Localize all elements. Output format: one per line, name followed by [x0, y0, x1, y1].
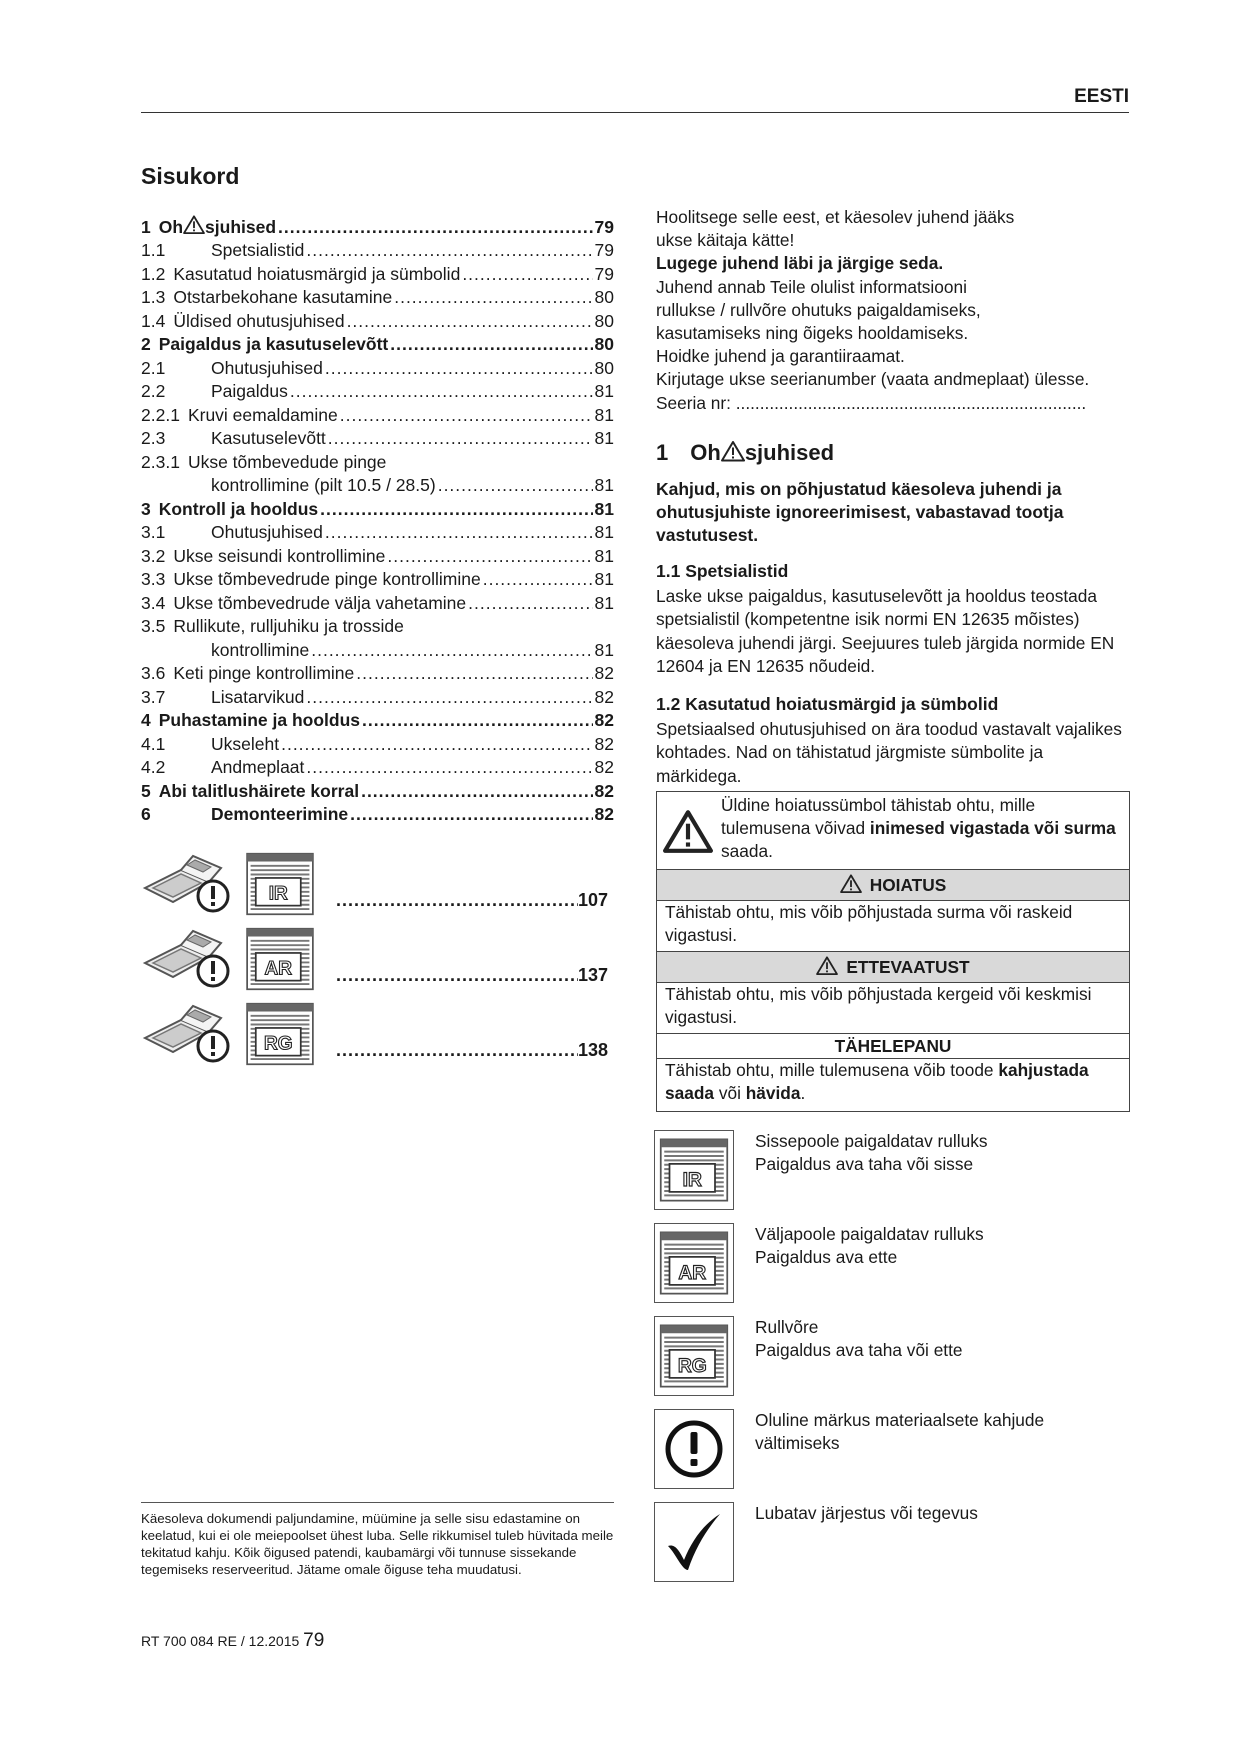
section-title-part: sjuhised [744, 440, 835, 465]
legend-icon-box [654, 1502, 734, 1582]
toc-entry [141, 285, 614, 309]
text-run: Üldine hoiatussümbol tähistab ohtu, mille tulemusena võivad [721, 795, 1036, 838]
legend-icon-box [654, 1409, 734, 1489]
toc-entry-label: Ukseleht [211, 733, 280, 754]
header-rule [141, 112, 1129, 113]
toc-leader-dots [387, 546, 592, 567]
toc-entry-number: 3.2 [141, 545, 166, 566]
toc-entry [141, 520, 614, 544]
toc-entry-page: 81 [594, 522, 614, 542]
toc-entry-number: 3.4 [141, 592, 166, 613]
toc-leader-dots [394, 287, 592, 308]
toc-leader-dots [281, 734, 592, 755]
intro-line: Kirjutage ukse seerianumber (vaata andmeplaat) ülesse. [656, 369, 1090, 390]
toc-entry-page: 82 [594, 710, 614, 730]
toc-leader-dots [361, 781, 592, 802]
door-code-label: RG [264, 1033, 293, 1055]
hoiatus-text: Tähistab ohtu, mis võib põhjustada surma või raskeid vigastusi. [665, 902, 1073, 945]
toc-leader-dots [311, 640, 592, 661]
legend-item [654, 1223, 1128, 1316]
toc-entry-number: 3.7 [141, 686, 166, 707]
variant-page-ref [336, 1040, 608, 1061]
variant-entry [141, 927, 614, 1002]
toc-entry-label: Kasutatud hoiatusmärgid ja sümbolid [173, 263, 461, 284]
toc-entry-number: 4.2 [141, 757, 166, 777]
toc-entry-page: 82 [594, 686, 614, 707]
toc-entry-label: Ukse tõmbevedude pinge [187, 451, 387, 472]
door-code-label: AR [264, 958, 293, 980]
toc-entry [141, 449, 614, 473]
toc-entry-label: Paigaldus [211, 381, 288, 401]
toc-entry [141, 308, 614, 332]
toc-entry [141, 637, 614, 661]
toc-entry-page: 81 [594, 428, 614, 448]
legend-text [755, 1130, 987, 1176]
toc-entry-label: Lisatarvikud [211, 686, 305, 707]
toc-leader-dots [362, 710, 593, 731]
intro-line: Juhend annab Teile olulist informatsiooni [656, 276, 967, 297]
toc-entry-number: 2.1 [141, 357, 166, 378]
toc-entry-label: Spetsialistid [211, 240, 305, 260]
toc-entry [141, 402, 614, 426]
text-run: saada. [721, 841, 773, 861]
door-installation-warning-icon [141, 927, 233, 993]
toc-entry-label: Puhastamine ja hooldus [158, 710, 361, 730]
toc-entry-page: 81 [594, 381, 614, 401]
toc-entry [141, 355, 614, 379]
general-warning-row [657, 792, 1129, 870]
variant-page-number: 138 [577, 1040, 608, 1060]
toc-entry-number: 1.1 [141, 240, 166, 260]
toc-entry [141, 778, 614, 802]
toc-entry-page: 79 [594, 240, 614, 260]
toc-entry [141, 426, 614, 450]
toc-entry-label: Andmeplaat [211, 757, 305, 777]
toc-entry [141, 614, 614, 638]
variant-entry [141, 852, 614, 927]
tahelepanu-header: TÄHELEPANU [657, 1034, 1129, 1059]
toc-entry-label [159, 215, 276, 238]
footer-rule [141, 1502, 614, 1503]
toc-leader-dots [336, 890, 578, 911]
document-number [141, 1630, 324, 1652]
legend-line: vältimiseks [755, 1433, 840, 1453]
language-label: EESTI [1074, 86, 1129, 107]
toc-leader-dots [340, 405, 593, 426]
toc-entry-page: 79 [594, 263, 614, 284]
text-run: Tähistab ohtu, mille tulemusena võib toode [665, 1060, 999, 1080]
toc-entry-number: 1.4 [141, 310, 166, 331]
legend-item [654, 1409, 1128, 1502]
toc-leader-dots [438, 475, 593, 496]
toc-entry-number: 3.5 [141, 616, 166, 636]
toc-entry [141, 332, 614, 356]
text-run-bold: inimesed vigastada või surma [869, 818, 1116, 838]
legend-text [755, 1502, 978, 1525]
toc-entry [141, 590, 614, 614]
legend-text [755, 1409, 1044, 1455]
toc-entry-page: 80 [594, 357, 614, 378]
toc-entry-number: 1 [141, 216, 151, 237]
toc-entry-number: 2.2.1 [141, 404, 180, 425]
toc-leader-dots [350, 804, 592, 825]
hoiatus-header [657, 870, 1129, 901]
toc-leader-dots [462, 264, 592, 285]
general-warning-text [719, 792, 1129, 869]
section-1-2-text: Spetsiaalsed ohutusjuhised on ära toodud vastavalt vajalikes kohtades. Nad on tähistatud järgmiste sümbolite ja märkidega. [656, 719, 1122, 786]
toc-entry-label: Ohutusjuhised [211, 357, 323, 378]
toc-entry-label: Ukse tõmbevedrude pinge kontrollimine [173, 569, 481, 589]
legend-item [654, 1130, 1128, 1223]
legend-text [755, 1316, 963, 1362]
intro-block [656, 206, 1128, 415]
toc-leader-dots [328, 428, 593, 449]
section-title-part: Oh [690, 440, 721, 465]
toc-leader-dots [468, 593, 592, 614]
legend-line: Lubatav järjestus või tegevus [755, 1503, 978, 1523]
toc-entry [141, 473, 614, 497]
toc-entry-page: 82 [594, 733, 614, 754]
toc-leader-dots [306, 757, 592, 778]
toc-entry-number: 3.6 [141, 663, 166, 683]
toc-entry-label: Paigaldus ja kasutuselevõtt [158, 334, 389, 354]
text-run: või [714, 1083, 746, 1103]
ir-door-icon [659, 1136, 729, 1204]
legend-line: Paigaldus ava taha või ette [755, 1340, 963, 1360]
doc-number-text: RT 700 084 RE / 12.2015 [141, 1633, 300, 1649]
ir-door-icon [245, 852, 315, 916]
toc-entry-label: Ohutusjuhised [211, 522, 323, 542]
toc-entry-label: Üldised ohutusjuhised [173, 310, 345, 331]
warning-triangle-icon [721, 440, 745, 462]
toc-entry-page: 81 [594, 592, 614, 613]
toc-leader-dots [306, 240, 592, 261]
toc-entry [141, 496, 614, 520]
toc-entry-number: 3.1 [141, 522, 166, 542]
toc-entry-number: 1.3 [141, 287, 166, 307]
toc-entry-number: 2 [141, 334, 151, 354]
toc-entry-page: 81 [594, 545, 614, 566]
section-number: 1 [656, 440, 669, 465]
section-1-1-heading: 1.1 Spetsialistid [656, 561, 789, 581]
door-installation-warning-icon [141, 1002, 233, 1068]
text-run: . [800, 1083, 806, 1103]
hoiatus-title: HOIATUS [869, 875, 947, 895]
toc-entry-page: 81 [594, 569, 614, 589]
variant-page-ref [336, 965, 608, 986]
intro-line: rullukse / rullvõre ohutuks paigaldamiseks, [656, 299, 981, 320]
door-installation-warning-icon [141, 852, 233, 918]
toc-leader-dots [390, 334, 592, 355]
checkmark-icon [662, 1510, 726, 1574]
toc-entry-page: 82 [594, 663, 614, 683]
toc-leader-dots [306, 687, 592, 708]
legend-item [654, 1316, 1128, 1409]
toc-entry-number: 2.2 [141, 381, 166, 401]
door-code-label: IR [682, 1169, 702, 1191]
toc-entry-label: Kruvi eemaldamine [187, 404, 338, 425]
toc-entry-label: kontrollimine [211, 639, 310, 660]
warning-triangle-icon [183, 215, 205, 234]
toc-entry-page: 81 [594, 475, 614, 495]
door-code-label: IR [268, 883, 288, 905]
toc-entry [141, 684, 614, 708]
toc-leader-dots [320, 499, 592, 520]
toc-leader-dots [336, 965, 578, 986]
legend-item [654, 1502, 1128, 1595]
text-run-bold: kahjustada saada [665, 1060, 1089, 1103]
ettevaatust-text: Tähistab ohtu, mis võib põhjustada kergeid või keskmisi vigastusi. [657, 983, 1129, 1034]
legend-icon-box [654, 1223, 734, 1303]
tahelepanu-text [657, 1059, 1129, 1111]
toc-title: Sisukord [141, 163, 240, 189]
general-warning-icon-cell [657, 792, 719, 869]
serial-number-line: Seeria nr: ......................................................................... [656, 392, 1087, 413]
toc-entry-label: Ukse tõmbevedrude välja vahetamine [173, 592, 467, 613]
toc-entry [141, 755, 614, 779]
rg-grille-icon [659, 1322, 729, 1390]
toc-entry-number: 4.1 [141, 733, 166, 754]
toc-entry-number: 4 [141, 710, 151, 730]
toc-entry-label: Demonteerimine [211, 804, 349, 824]
rg-door-icon [245, 1002, 315, 1066]
toc-entry-page: 80 [594, 334, 614, 354]
intro-line: Hoolitsege selle eest, et käesolev juhend jääks [656, 207, 1015, 227]
legend-line: Rullvõre [755, 1317, 819, 1337]
toc-leader-dots [347, 311, 593, 332]
toc-entry-label: Kontroll ja hooldus [158, 498, 319, 519]
toc-entry [141, 567, 614, 591]
legend-line: Sissepoole paigaldatav rulluks [755, 1131, 988, 1151]
toc-entry-page: 81 [594, 404, 614, 425]
toc-entry-number: 2.3 [141, 428, 166, 448]
ettevaatust-title: ETTEVAATUST [846, 957, 970, 977]
intro-line-bold: Lugege juhend läbi ja järgige seda. [656, 253, 944, 274]
warning-triangle-icon [840, 874, 862, 893]
legend-line: Oluline märkus materiaalsete kahjude [755, 1410, 1045, 1430]
toc-entry [141, 214, 614, 238]
liability-notice: Kahjud, mis on põhjustatud käesoleva juhendi ja ohutusjuhiste ignoreerimisest, vabastavad tootja vastutusest. [656, 479, 1064, 545]
intro-line: kasutamiseks ning õigeks hooldamiseks. [656, 323, 969, 344]
variant-page-list [141, 852, 614, 1077]
variant-page-number: 107 [577, 890, 608, 910]
toc-entry [141, 802, 614, 826]
toc-entry-number: 5 [141, 780, 151, 801]
toc-entry [141, 543, 614, 567]
toc-entry-page: 80 [594, 287, 614, 307]
toc-entry-label: kontrollimine (pilt 10.5 / 28.5) [211, 475, 436, 495]
text-run-bold: hävida [745, 1083, 801, 1103]
toc-leader-dots [325, 358, 593, 379]
toc-entry-page: 82 [594, 780, 614, 801]
toc-entry-number: 2.3.1 [141, 451, 180, 472]
toc-leader-dots [356, 663, 592, 684]
toc-entry-label: Kasutuselevõtt [211, 428, 326, 448]
toc-entry-page: 80 [594, 310, 614, 331]
toc-entry-page: 82 [594, 757, 614, 777]
toc-entry [141, 261, 614, 285]
section-1-heading [656, 440, 1128, 466]
warning-symbols-table [656, 791, 1130, 1112]
toc-label-part: Oh [158, 216, 184, 237]
toc-leader-dots [278, 217, 592, 238]
toc-entry [141, 708, 614, 732]
legend-icon-box [654, 1130, 734, 1210]
door-code-label: AR [678, 1262, 707, 1284]
toc-entry-label: Abi talitlushäirete korral [158, 780, 360, 801]
page-number: 79 [303, 1630, 325, 1651]
warning-triangle-icon [663, 809, 713, 853]
toc-leader-dots [325, 522, 593, 543]
toc-entry-page: 82 [594, 804, 614, 824]
legend-text [755, 1223, 984, 1269]
toc-entry-label: Otstarbekohane kasutamine [173, 287, 393, 307]
table-of-contents [141, 214, 614, 825]
legend-icon-box [654, 1316, 734, 1396]
section-1-2-heading: 1.2 Kasutatud hoiatusmärgid ja sümbolid [656, 694, 999, 714]
ar-door-icon [659, 1229, 729, 1297]
door-code-label: RG [677, 1355, 707, 1377]
toc-entry-number: 3.3 [141, 569, 166, 589]
toc-entry-number: 1.2 [141, 263, 166, 284]
copyright-notice: Käesoleva dokumendi paljundamine, müümine ja selle sisu edastamine on keelatud, kui ei ole meiepoolset ühest luba. Selle rikkumisel tuleb hüvitada meile tekitatud kahju. Kõik õigused patendi, kaubamärgi või tunnuse sissekande tegemiseks reserveeritud. Jätame omale õiguse teha muudatusi. [141, 1511, 614, 1577]
warning-triangle-icon [816, 956, 838, 975]
toc-label-part: sjuhised [205, 216, 277, 237]
toc-entry-label: Keti pinge kontrollimine [173, 663, 355, 683]
toc-leader-dots [336, 1040, 578, 1061]
ettevaatust-header [657, 951, 1129, 983]
legend-line: Paigaldus ava taha või sisse [755, 1154, 974, 1174]
toc-entry [141, 731, 614, 755]
toc-entry-page: 81 [594, 498, 614, 519]
toc-entry [141, 661, 614, 685]
toc-leader-dots [483, 569, 593, 590]
toc-entry [141, 379, 614, 403]
toc-leader-dots [290, 381, 593, 402]
section-1-1-text: Laske ukse paigaldus, kasutuselevõtt ja hooldus teostada spetsialistil (kompetentne isik normi EN 12635 mõistes) käesoleva juhendi järgi. Seejuures tuleb järgida normide EN 12604 ja EN 12635 nõudeid. [656, 586, 1115, 676]
ar-door-icon [245, 927, 315, 991]
variant-page-number: 137 [577, 965, 608, 985]
intro-line: ukse käitaja kätte! [656, 230, 795, 251]
toc-entry-page: 81 [594, 639, 614, 660]
toc-entry-label: Rullikute, rulljuhiku ja trosside [173, 616, 404, 636]
legend-line: Paigaldus ava ette [755, 1247, 898, 1267]
symbol-legend [654, 1130, 1128, 1595]
toc-entry-page: 79 [594, 216, 614, 237]
variant-page-ref [336, 890, 608, 911]
exclamation-circle-icon [663, 1418, 725, 1480]
toc-entry-number: 3 [141, 498, 151, 519]
legend-line: Väljapoole paigaldatav rulluks [755, 1224, 984, 1244]
toc-entry-number: 6 [141, 804, 151, 824]
variant-entry [141, 1002, 614, 1077]
toc-entry [141, 238, 614, 262]
toc-entry-label: Ukse seisundi kontrollimine [173, 545, 386, 566]
intro-line: Hoidke juhend ja garantiiraamat. [656, 346, 905, 367]
